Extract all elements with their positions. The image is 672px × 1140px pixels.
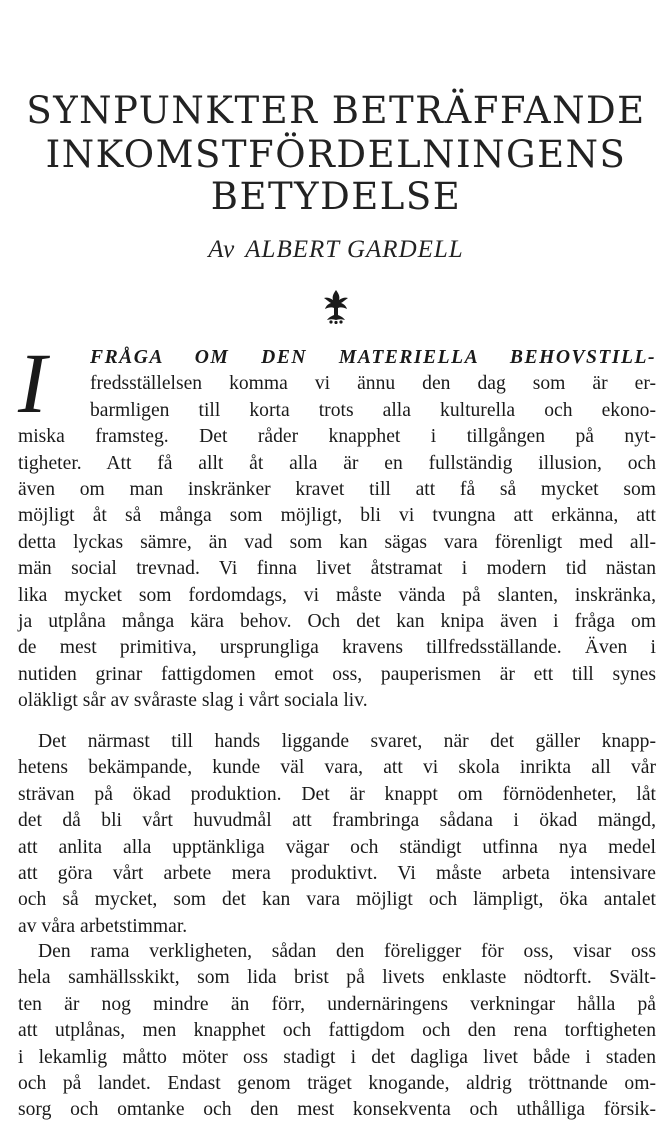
text-line: fredsställelsen komma vi ännu den dag som är er-	[90, 373, 656, 395]
byline-prefix: Av	[208, 236, 236, 263]
text-line: detta lyckas sämre, än vad som kan sägas vara förenligt med all-	[18, 531, 656, 553]
paragraph-2	[18, 729, 656, 940]
text-line: det då bli vårt huvudmål att frambringa sådana i ökad mängd,	[18, 810, 656, 832]
text-line: i lekamlig måtto möter oss stadigt i det dagliga livet både i staden	[18, 1046, 656, 1068]
text-line: tigheter. Att få allt åt alla är en fullständig illusion, och	[18, 452, 656, 474]
author-name: ALBERT GARDELL	[245, 236, 464, 263]
text-line: att anlita alla upptänkliga vägar och ständigt utfinna nya medel	[18, 836, 656, 858]
text-line: även om man inskränker kravet till att få så mycket som	[18, 478, 656, 500]
svg-text:I: I	[18, 344, 47, 422]
fleuron-ornament-icon	[320, 288, 352, 324]
article-title-line-2: INKOMSTFÖRDELNINGENS	[45, 133, 627, 176]
text-line: miska framsteg. Det råder knapphet i tillgången på nyt-	[18, 426, 656, 448]
text-line: hela samhällsskikt, som lida brist på livets enklaste nödtorft. Svält-	[18, 967, 656, 989]
paragraph-1	[18, 345, 656, 714]
paragraph-3	[18, 939, 656, 1124]
text-line: och så mycket, som det kan vara möjligt och lämpligt, öka antalet	[18, 889, 656, 911]
text-line: ten är nog mindre än förr, undernäringens verkningar hålla på	[18, 993, 656, 1015]
text-line: hetens bekämpande, kunde väl vara, att vi skola inrikta all vår	[18, 757, 656, 779]
text-line: lika mycket som fordomdags, vi måste vända på slanten, inskränka,	[18, 584, 656, 606]
paragraph-lead-line	[18, 345, 656, 371]
text-line: att göra vårt arbete mera produktivt. Vi måste arbeta intensivare	[18, 862, 656, 884]
text-line: av våra arbetstimmar.	[18, 915, 188, 937]
text-line: möjligt åt så många som möjligt, bli vi tvungna att erkänna, att	[18, 505, 656, 527]
text-line: strävan på ökad produktion. Det är knappt om förnödenheter, låt	[18, 783, 656, 805]
text-line: Det närmast till hands liggande svaret, när det gäller knapp-	[38, 731, 656, 752]
text-line: sorg och omtanke och den mest konsekventa och uthålliga försik-	[18, 1099, 656, 1121]
article-title-line-1: SYNPUNKTER BETRÄFFANDE	[26, 89, 646, 132]
text-line: oläkligt sår av svåraste slag i vårt sociala liv.	[18, 690, 368, 712]
text-line: barmligen till korta trots alla kulturella och ekono-	[90, 399, 656, 421]
text-line: ja utplåna många kära behov. Och det kan knipa även i fråga om	[18, 610, 656, 632]
text-line: nutiden grinar fattigdomen emot oss, pauperismen är ett till synes	[18, 663, 656, 685]
article-title-line-3: BETYDELSE	[210, 175, 462, 218]
text-line: och på landet. Endast genom träget knogande, aldrig tröttnande om-	[18, 1072, 656, 1094]
text-line: Den rama verkligheten, sådan den föreligger för oss, visar oss	[38, 941, 656, 962]
text-line: män social trevnad. Vi finna livet åtstramat i modern tid nästan	[18, 558, 656, 580]
lead-small-caps: FRÅGA OM DEN MATERIELLA BEHOVSTILL-	[90, 347, 656, 368]
byline	[0, 236, 672, 264]
text-line: de mest primitiva, ursprungliga kravens tillfredsställande. Även i	[18, 637, 656, 659]
text-line: att utplånas, men knapphet och fattigdom och den rena torftigheten	[18, 1020, 656, 1042]
